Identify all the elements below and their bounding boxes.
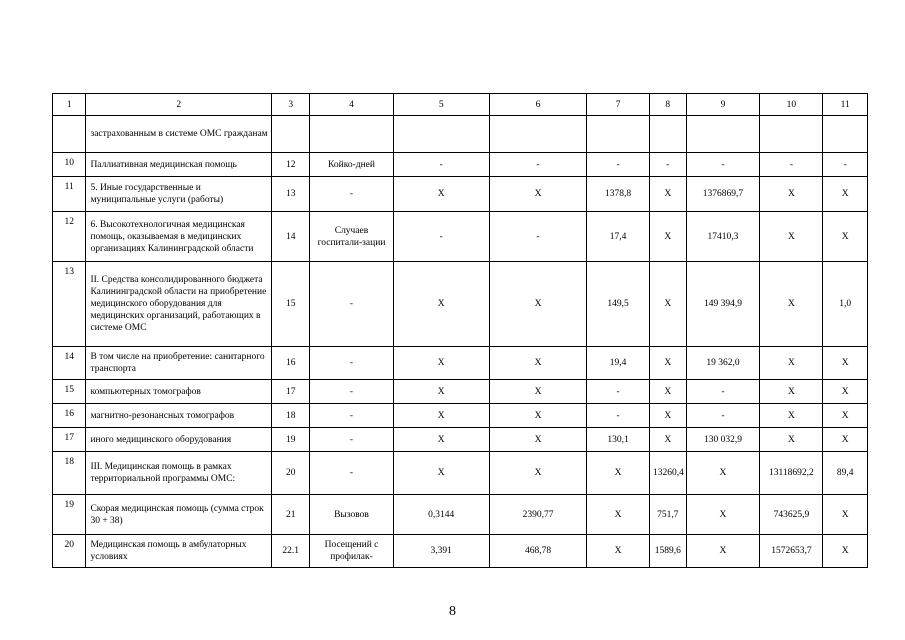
value-cell: 89,4 (823, 452, 868, 495)
unit-cell: - (310, 177, 393, 212)
header-cell: 10 (760, 94, 823, 116)
row-description: иного медицинского оборудования (86, 428, 272, 452)
value-cell: 3,391 (393, 535, 489, 568)
value-cell: - (393, 212, 489, 262)
unit-cell: - (310, 452, 393, 495)
value-cell (489, 116, 586, 153)
value-cell: X (650, 428, 686, 452)
row-code (271, 116, 310, 153)
value-cell (650, 116, 686, 153)
value-cell: X (760, 177, 823, 212)
value-cell: X (760, 404, 823, 428)
row-number: 10 (53, 153, 86, 177)
row-description: 6. Высокотехнологичная медицинская помощь, оказываемая в медицинских организациях Калининградской области (86, 212, 272, 262)
row-code: 20 (271, 452, 310, 495)
row-description: магнитно-резонансных томографов (86, 404, 272, 428)
value-cell: 2390,77 (489, 495, 586, 535)
value-cell: X (393, 428, 489, 452)
unit-cell: Койко-дней (310, 153, 393, 177)
header-cell: 3 (271, 94, 310, 116)
value-cell: X (650, 380, 686, 404)
row-description: Паллиативная медицинская помощь (86, 153, 272, 177)
value-cell: X (823, 495, 868, 535)
unit-cell: Случаев госпитали-зации (310, 212, 393, 262)
value-cell: 1572653,7 (760, 535, 823, 568)
value-cell: X (587, 495, 650, 535)
value-cell: 130,1 (587, 428, 650, 452)
value-cell: - (489, 212, 586, 262)
value-cell: X (686, 452, 760, 495)
row-description: 5. Иные государственные и муниципальные услуги (работы) (86, 177, 272, 212)
value-cell: 0,3144 (393, 495, 489, 535)
table-row (53, 347, 868, 380)
value-cell: X (393, 347, 489, 380)
header-cell: 5 (393, 94, 489, 116)
row-number: 20 (53, 535, 86, 568)
value-cell: 1589,6 (650, 535, 686, 568)
value-cell: 13260,4 (650, 452, 686, 495)
value-cell: X (489, 404, 586, 428)
header-cell: 1 (53, 94, 86, 116)
value-cell: X (760, 380, 823, 404)
header-cell: 9 (686, 94, 760, 116)
value-cell (587, 116, 650, 153)
unit-cell: - (310, 404, 393, 428)
value-cell: X (393, 452, 489, 495)
table-row (53, 153, 868, 177)
value-cell: X (587, 452, 650, 495)
header-cell: 7 (587, 94, 650, 116)
table-row (53, 428, 868, 452)
value-cell: X (393, 177, 489, 212)
row-number: 18 (53, 452, 86, 495)
unit-cell: - (310, 347, 393, 380)
table-row (53, 535, 868, 568)
row-code: 12 (271, 153, 310, 177)
value-cell: X (760, 262, 823, 347)
row-number: 19 (53, 495, 86, 535)
value-cell: - (686, 153, 760, 177)
row-code: 19 (271, 428, 310, 452)
value-cell (760, 116, 823, 153)
value-cell: 17,4 (587, 212, 650, 262)
value-cell: 149 394,9 (686, 262, 760, 347)
value-cell: - (686, 404, 760, 428)
value-cell: 1378,8 (587, 177, 650, 212)
unit-cell: - (310, 380, 393, 404)
table-row (53, 116, 868, 153)
value-cell: X (823, 212, 868, 262)
value-cell: X (489, 380, 586, 404)
row-number: 13 (53, 262, 86, 347)
header-cell: 6 (489, 94, 586, 116)
row-number (53, 116, 86, 153)
value-cell: X (489, 262, 586, 347)
value-cell: - (823, 153, 868, 177)
table-row (53, 404, 868, 428)
value-cell: X (393, 380, 489, 404)
value-cell: - (489, 153, 586, 177)
value-cell: X (650, 404, 686, 428)
value-cell: X (760, 428, 823, 452)
value-cell: X (489, 452, 586, 495)
table-row (53, 262, 868, 347)
value-cell: X (823, 177, 868, 212)
header-cell: 4 (310, 94, 393, 116)
value-cell: 13118692,2 (760, 452, 823, 495)
value-cell: X (823, 535, 868, 568)
table-row (53, 380, 868, 404)
data-table (52, 93, 868, 568)
unit-cell: Посещений с профилак- (310, 535, 393, 568)
value-cell: X (823, 347, 868, 380)
value-cell: X (686, 495, 760, 535)
value-cell: 19 362,0 (686, 347, 760, 380)
row-number: 12 (53, 212, 86, 262)
row-number: 14 (53, 347, 86, 380)
unit-cell (310, 116, 393, 153)
value-cell: X (393, 404, 489, 428)
value-cell: X (393, 262, 489, 347)
value-cell: 743625,9 (760, 495, 823, 535)
row-code: 15 (271, 262, 310, 347)
value-cell: X (587, 535, 650, 568)
value-cell: 130 032,9 (686, 428, 760, 452)
unit-cell: - (310, 262, 393, 347)
header-cell: 11 (823, 94, 868, 116)
value-cell: X (650, 347, 686, 380)
value-cell: X (489, 177, 586, 212)
value-cell: 19,4 (587, 347, 650, 380)
row-description: II. Средства консолидированного бюджета Калининградской области на приобретение медицинского оборудования для медицинских организаций, работающих в системе ОМС (86, 262, 272, 347)
table-body (53, 94, 868, 568)
unit-cell: - (310, 428, 393, 452)
value-cell: X (760, 347, 823, 380)
row-description: застрахованным в системе ОМС гражданам (86, 116, 272, 153)
value-cell: X (823, 428, 868, 452)
row-code: 16 (271, 347, 310, 380)
value-cell: X (760, 212, 823, 262)
row-number: 11 (53, 177, 86, 212)
table-row (53, 452, 868, 495)
row-code: 17 (271, 380, 310, 404)
table-row (53, 495, 868, 535)
value-cell: 1,0 (823, 262, 868, 347)
value-cell: 1376869,7 (686, 177, 760, 212)
unit-cell: Вызовов (310, 495, 393, 535)
row-number: 15 (53, 380, 86, 404)
row-number: 17 (53, 428, 86, 452)
row-number: 16 (53, 404, 86, 428)
table-row (53, 212, 868, 262)
value-cell: 751,7 (650, 495, 686, 535)
row-description: Медицинская помощь в амбулаторных условиях (86, 535, 272, 568)
value-cell: X (650, 177, 686, 212)
value-cell: - (587, 380, 650, 404)
value-cell (686, 116, 760, 153)
value-cell: - (393, 153, 489, 177)
row-description: компьютерных томографов (86, 380, 272, 404)
row-description: В том числе на приобретение: санитарного транспорта (86, 347, 272, 380)
header-cell: 2 (86, 94, 272, 116)
value-cell: X (489, 428, 586, 452)
value-cell: 17410,3 (686, 212, 760, 262)
value-cell: - (760, 153, 823, 177)
value-cell: - (587, 404, 650, 428)
row-code: 22.1 (271, 535, 310, 568)
page-number: 8 (449, 604, 456, 619)
column-number-row (53, 94, 868, 116)
value-cell: X (650, 212, 686, 262)
value-cell: X (489, 347, 586, 380)
value-cell (823, 116, 868, 153)
value-cell: X (650, 262, 686, 347)
value-cell: - (587, 153, 650, 177)
value-cell: - (650, 153, 686, 177)
table-row (53, 177, 868, 212)
value-cell: X (823, 380, 868, 404)
value-cell: X (823, 404, 868, 428)
row-code: 21 (271, 495, 310, 535)
value-cell: 468,78 (489, 535, 586, 568)
value-cell: - (686, 380, 760, 404)
row-code: 13 (271, 177, 310, 212)
value-cell: X (686, 535, 760, 568)
row-code: 14 (271, 212, 310, 262)
row-description: Скорая медицинская помощь (сумма строк 30 + 38) (86, 495, 272, 535)
header-cell: 8 (650, 94, 686, 116)
row-code: 18 (271, 404, 310, 428)
row-description: III. Медицинская помощь в рамках территориальной программы ОМС: (86, 452, 272, 495)
value-cell: 149,5 (587, 262, 650, 347)
value-cell (393, 116, 489, 153)
